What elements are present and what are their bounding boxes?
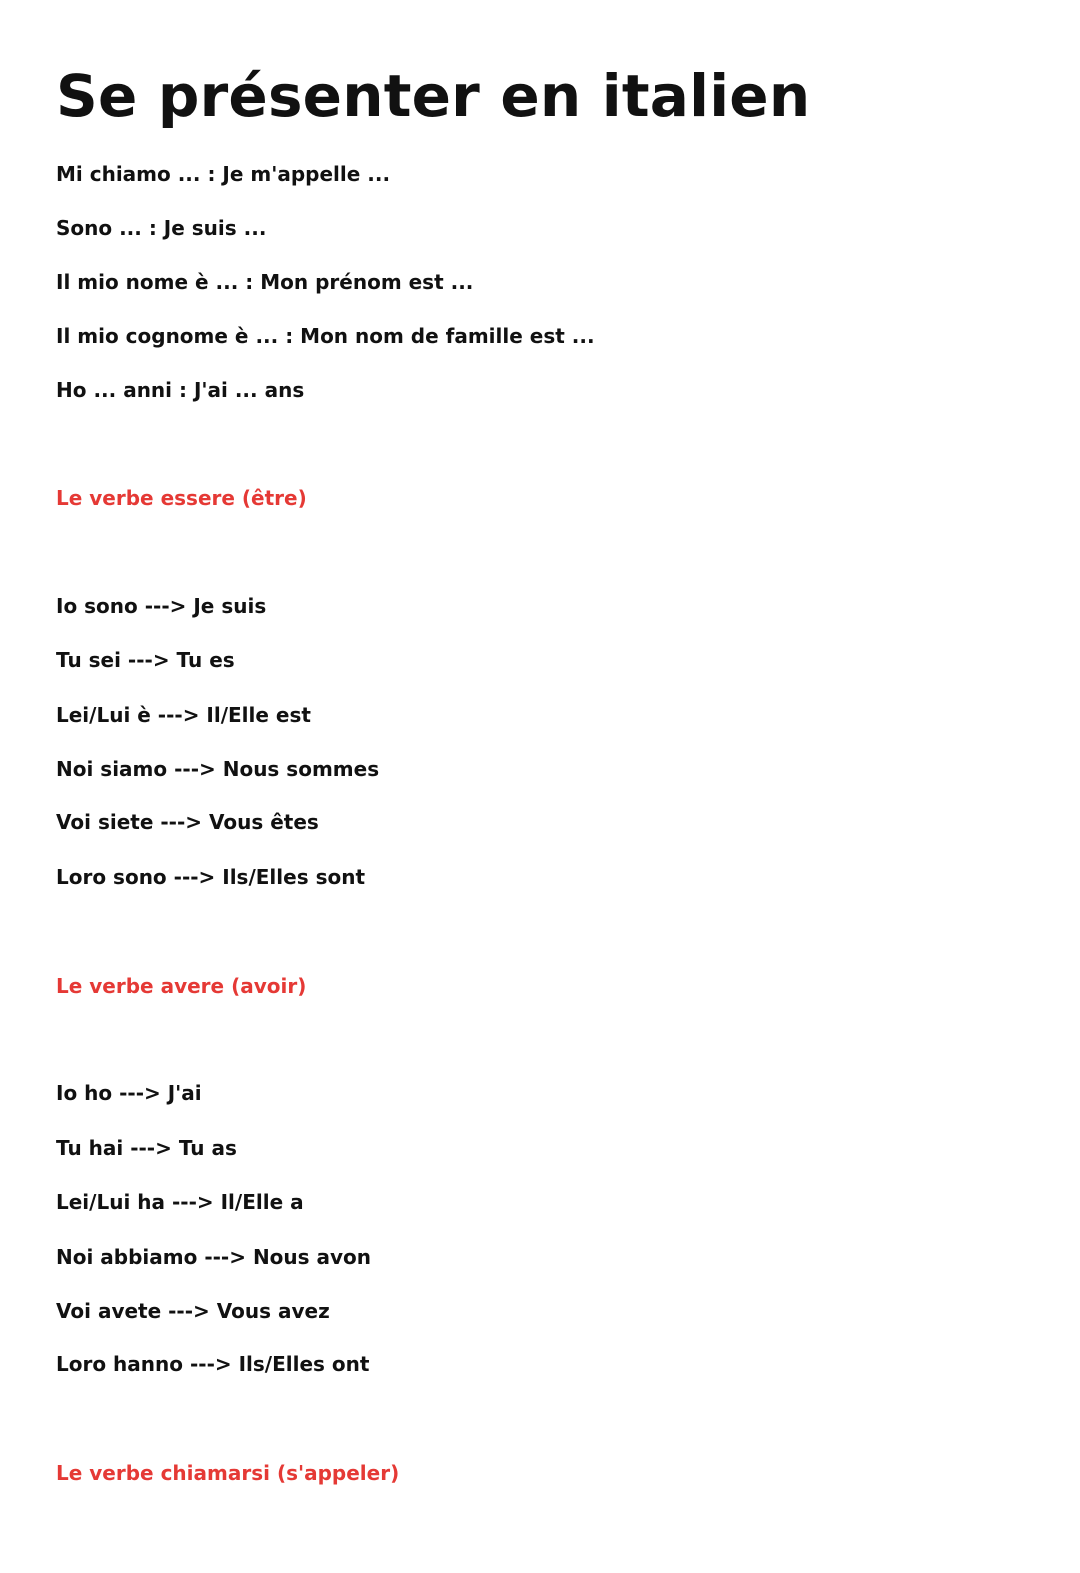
conjugation-line: Io ho ---> J'ai bbox=[56, 1081, 202, 1105]
conjugation-line: Noi siamo ---> Nous sommes bbox=[56, 757, 380, 781]
conjugation-line: Lei/Lui è ---> Il/Elle est bbox=[56, 703, 311, 727]
intro-line: Mi chiamo ... : Je m'appelle ... bbox=[56, 162, 391, 186]
conjugation-line: Noi abbiamo ---> Nous avon bbox=[56, 1245, 372, 1269]
intro-line: Sono ... : Je suis ... bbox=[56, 216, 267, 240]
conjugation-line: Loro hanno ---> Ils/Elles ont bbox=[56, 1352, 370, 1376]
conjugation-line: Tu sei ---> Tu es bbox=[56, 648, 235, 672]
conjugation-line: Tu hai ---> Tu as bbox=[56, 1136, 237, 1160]
conjugation-line: Voi siete ---> Vous êtes bbox=[56, 810, 319, 834]
section-heading-chiamarsi: Le verbe chiamarsi (s'appeler) bbox=[56, 1461, 400, 1485]
conjugation-line: Loro sono ---> Ils/Elles sont bbox=[56, 865, 366, 889]
conjugation-line: Voi avete ---> Vous avez bbox=[56, 1299, 330, 1323]
page-title: Se présenter en italien bbox=[56, 62, 811, 130]
conjugation-line: Io sono ---> Je suis bbox=[56, 594, 267, 618]
conjugation-line: Lei/Lui ha ---> Il/Elle a bbox=[56, 1190, 304, 1214]
section-heading-essere: Le verbe essere (être) bbox=[56, 486, 307, 510]
intro-line: Ho ... anni : J'ai ... ans bbox=[56, 378, 305, 402]
section-heading-avere: Le verbe avere (avoir) bbox=[56, 974, 307, 998]
intro-line: Il mio nome è ... : Mon prénom est ... bbox=[56, 270, 474, 294]
intro-line: Il mio cognome è ... : Mon nom de famille est ... bbox=[56, 324, 595, 348]
